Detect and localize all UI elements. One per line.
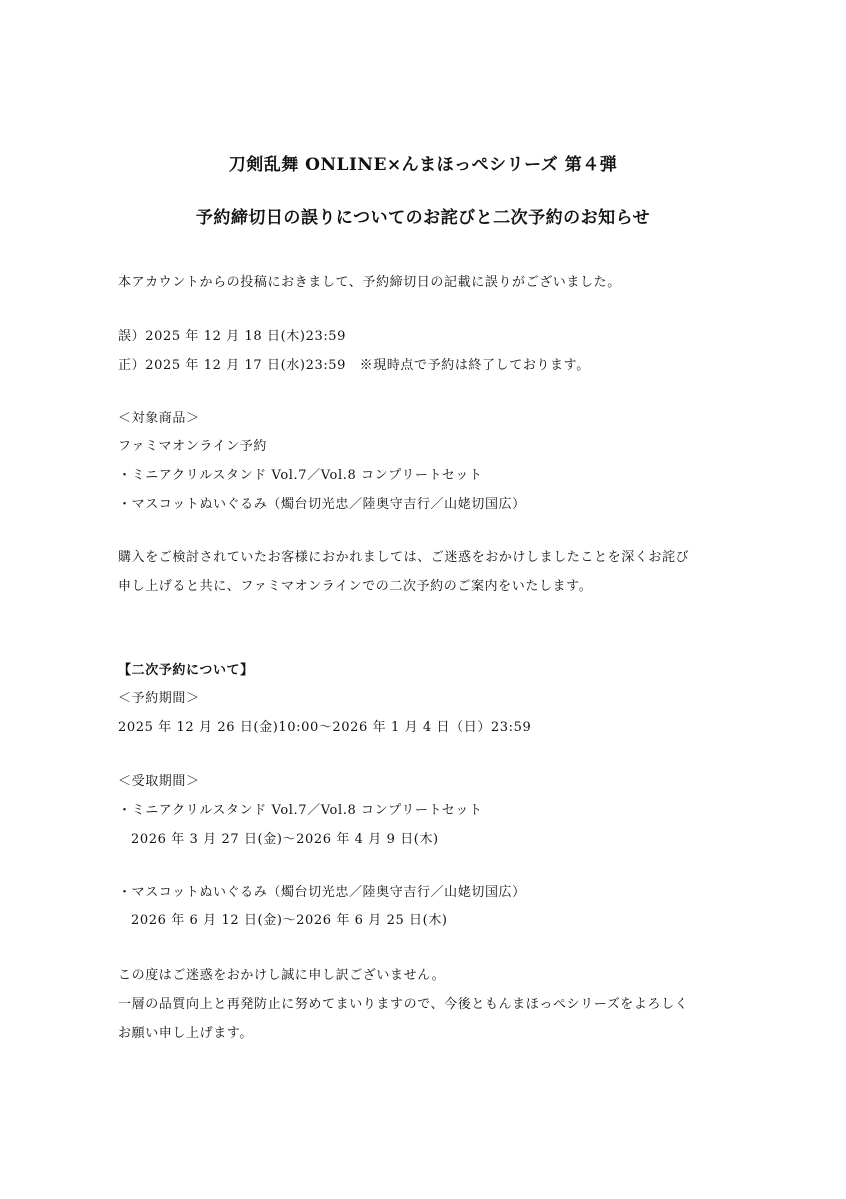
products-heading: ＜対象商品＞ <box>118 411 200 426</box>
apology-line-1: 購入をご検討されていたお客様におかれましては、ご迷惑をおかけしましたことを深くお詫び <box>118 550 690 565</box>
product-item-acrylic-stand: ・ミニアクリルスタンド Vol.7／Vol.8 コンプリートセット <box>118 468 483 483</box>
closing-line-3: お願い申し上げます。 <box>118 1026 253 1041</box>
document-subtitle: 予約締切日の誤りについてのお詫びと二次予約のお知らせ <box>195 208 651 228</box>
products-channel: ファミマオンライン予約 <box>118 439 267 454</box>
pickup-item-acrylic-stand: ・ミニアクリルスタンド Vol.7／Vol.8 コンプリートセット <box>118 803 483 818</box>
product-item-mascot-plush: ・マスコットぬいぐるみ（燭台切光忠／陸奥守吉行／山姥切国広） <box>118 497 526 512</box>
intro-text: 本アカウントからの投稿におきまして、予約締切日の記載に誤りがございました。 <box>118 275 621 290</box>
second-reservation-heading: 【二次予約について】 <box>118 663 254 678</box>
reservation-period: 2025 年 12 月 26 日(金)10:00～2026 年 1 月 4 日（日）23:59 <box>118 720 532 735</box>
correct-date: 正）2025 年 12 月 17 日(水)23:59 ※現時点で予約は終了しております。 <box>118 358 590 373</box>
document-title: 刀剣乱舞 ONLINE×んまほっぺシリーズ 第４弾 <box>228 155 618 175</box>
closing-line-2: 一層の品質向上と再発防止に努めてまいりますので、今後ともんまほっぺシリーズをよろしく <box>118 997 689 1012</box>
apology-line-2: 申し上げると共に、ファミマオンラインでの二次予約のご案内をいたします。 <box>118 579 593 594</box>
pickup-item-mascot-plush: ・マスコットぬいぐるみ（燭台切光忠／陸奥守吉行／山姥切国広） <box>118 885 526 900</box>
pickup-period-heading: ＜受取期間＞ <box>118 774 200 789</box>
pickup-dates-mascot-plush: 2026 年 6 月 12 日(金)～2026 年 6 月 25 日(木) <box>131 913 448 928</box>
reservation-period-heading: ＜予約期間＞ <box>118 691 200 706</box>
closing-line-1: この度はご迷惑をおかけし誠に申し訳ございません。 <box>118 968 446 983</box>
wrong-date: 誤）2025 年 12 月 18 日(木)23:59 <box>118 329 347 344</box>
pickup-dates-acrylic-stand: 2026 年 3 月 27 日(金)～2026 年 4 月 9 日(木) <box>131 832 439 847</box>
